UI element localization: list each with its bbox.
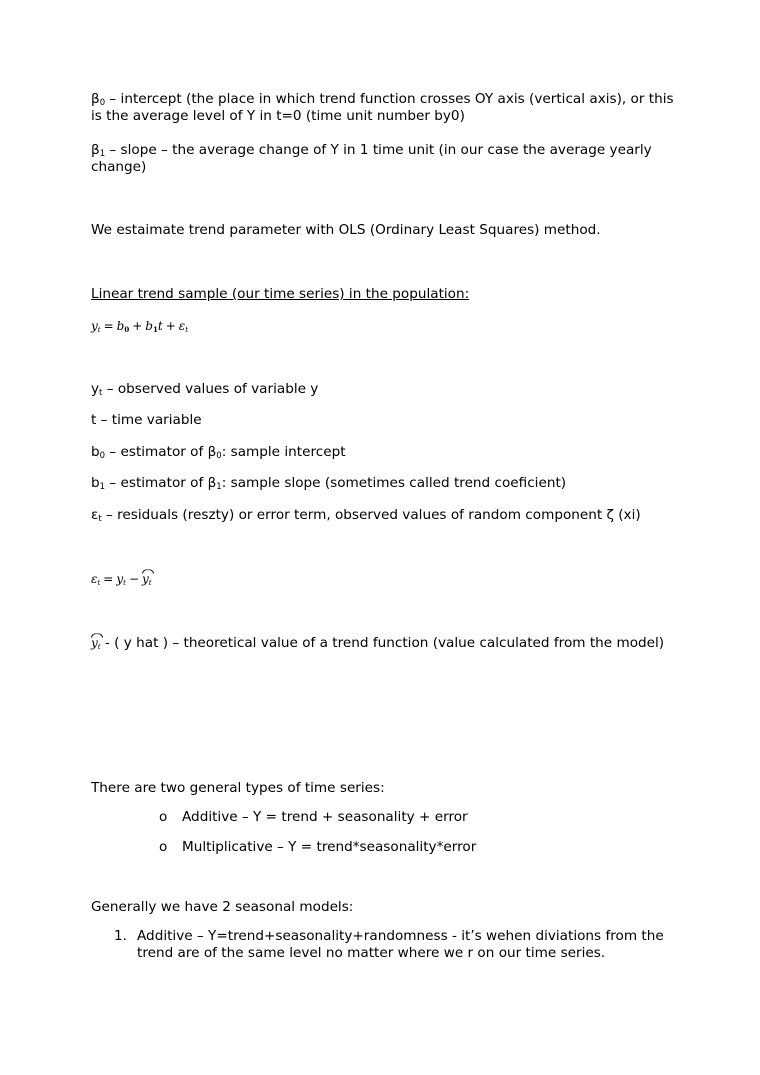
def-yt-text: – observed values of variable y	[102, 381, 319, 397]
f2-yhat-sub: t	[148, 579, 152, 587]
sample-heading-text: Linear trend sample (our time series) in the population:	[91, 286, 470, 302]
list-number: 1.	[114, 928, 127, 944]
f2-y-sub: t	[123, 579, 126, 587]
def-b1-text1: – estimator of β	[105, 475, 217, 491]
formula-eps-sub: t	[185, 326, 189, 334]
yhat-main: y	[91, 636, 98, 650]
type-additive: Additive – Y = trend + seasonality + error	[182, 809, 468, 825]
f2-lhs-sub: t	[97, 579, 101, 587]
beta0-symbol: β	[91, 91, 100, 107]
bullet-icon: o	[159, 839, 168, 855]
residual-formula	[91, 571, 681, 588]
formula-b1: b	[145, 319, 153, 333]
f2-lhs: ε	[91, 572, 98, 586]
formula-b1-sub: 1	[152, 325, 158, 334]
def-b0	[91, 444, 681, 461]
def-t: t – time variable	[91, 412, 202, 428]
formula-plus1: +	[132, 319, 143, 333]
def-b1-sub: 1	[99, 482, 106, 492]
beta1-definition	[91, 142, 681, 176]
beta0-text: – intercept (the place in which trend function crosses OY axis (vertical axis), or this is the average level of Y in t=0 (time unit number by0)	[91, 91, 674, 124]
seasonal-heading: Generally we have 2 seasonal models:	[91, 899, 354, 915]
def-b0-text1: – estimator of β	[105, 444, 217, 460]
type-multiplicative: Multiplicative – Y = trend*seasonality*error	[182, 839, 477, 855]
def-yt-main: y	[91, 381, 100, 397]
def-eps-main: ε	[91, 507, 99, 523]
def-b0-sub: 0	[99, 451, 106, 461]
formula-t: t	[157, 319, 163, 333]
def-b1-main: b	[91, 475, 100, 491]
def-b1-text2: : sample slope (sometimes called trend coeficient)	[221, 475, 567, 491]
formula-b0: b	[116, 319, 125, 333]
formula-lhs: y	[91, 319, 98, 333]
bullet-icon: o	[159, 809, 168, 825]
beta0-subscript: 0	[99, 98, 106, 108]
beta1-subscript: 1	[99, 149, 106, 159]
def-b1	[91, 475, 681, 492]
formula-b0-sub: 0	[124, 325, 130, 334]
def-b1-sub2: 1	[216, 482, 222, 492]
f2-y: y	[116, 572, 124, 586]
formula-lhs-sub: t	[97, 326, 101, 334]
f2-minus: −	[128, 572, 140, 586]
def-yt	[91, 381, 681, 398]
def-b0-sub2: 0	[216, 451, 222, 461]
ols-sentence: We estaimate trend parameter with OLS (Ordinary Least Squares) method.	[91, 222, 601, 238]
formula-equals: =	[103, 319, 114, 333]
f2-yhat	[142, 571, 152, 588]
def-eps	[91, 507, 681, 524]
trend-formula	[91, 318, 681, 335]
beta1-text: – slope – the average change of Y in 1 time unit (in our case the average yearly change)	[91, 142, 652, 175]
f2-yhat-main: y	[142, 572, 149, 586]
yhat-sub: t	[97, 643, 101, 651]
beta0-definition	[91, 91, 681, 125]
formula-plus2: +	[165, 319, 176, 333]
seasonal-additive: Additive – Y=trend+seasonality+randomness - it’s wehen diviations from the trend are of the same level no matter where we r on our time series.	[137, 928, 664, 961]
types-heading: There are two general types of time series:	[91, 780, 385, 796]
def-b0-text2: : sample intercept	[221, 444, 346, 460]
yhat-definition	[91, 635, 681, 652]
def-b0-main: b	[91, 444, 100, 460]
f2-equals: =	[103, 572, 114, 586]
yhat-symbol	[91, 635, 101, 652]
formula-eps: ε	[178, 319, 186, 333]
def-yt-sub: t	[99, 388, 103, 398]
beta1-symbol: β	[91, 142, 100, 158]
def-eps-text: – residuals (reszty) or error term, observed values of random component ζ (xi)	[101, 507, 641, 523]
sample-heading	[91, 286, 681, 303]
def-eps-sub: t	[98, 514, 102, 524]
yhat-text: - ( y hat ) – theoretical value of a trend function (value calculated from the model)	[100, 635, 665, 651]
